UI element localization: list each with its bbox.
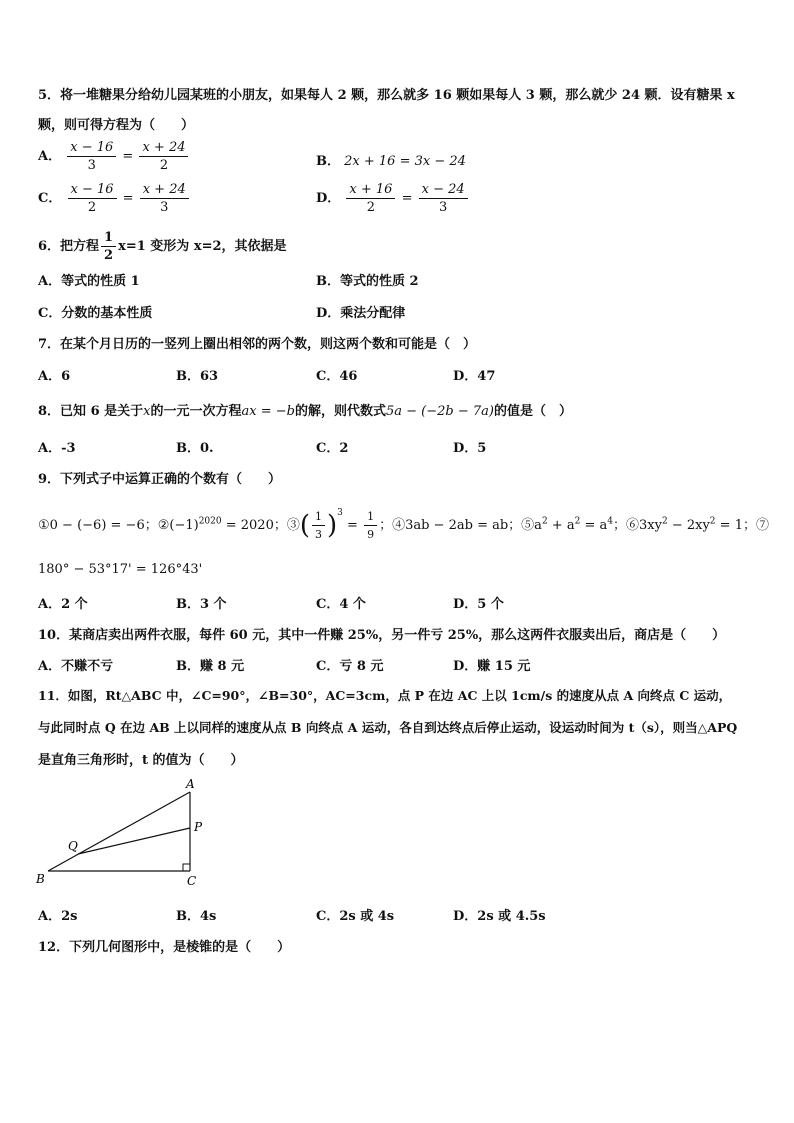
q6-option-d: D．乘法分配律 xyxy=(316,306,406,321)
q8-option-a: A．-3 xyxy=(38,441,76,456)
q11-option-d: D．2s 或 4.5s xyxy=(453,909,546,924)
segment-qp xyxy=(78,828,190,854)
q6-option-a: A．等式的性质 1 xyxy=(38,274,140,289)
q7-option-d: D．47 xyxy=(453,369,496,384)
q5-option-d: D． $\frac{x + 16}{2}$ = $\frac{x - 24}{3}$ xyxy=(316,182,470,215)
q10-stem: 10．某商店卖出两件衣服，每件 60 元，其中一件赚 25%，另一件亏 25%，那么这两件衣服卖出后，商店是（ ） xyxy=(38,628,726,643)
q5-stem-line2: 颗，则可得方程为（ ） xyxy=(38,118,195,133)
q10-option-a: A．不赚不亏 xyxy=(38,659,114,674)
q11-triangle-figure xyxy=(32,776,212,888)
q5-option-b: B． 2x + 16 = 3x − 24 xyxy=(316,154,466,169)
q8-stem: 8．已知 6 是关于x的一元一次方程ax = −b的解，则代数式5a − (−2b − 7a)的值是（ ） xyxy=(38,404,573,419)
q5-stem-line1: 5．将一堆糖果分给幼儿园某班的小朋友，如果每人 2 颗，那么就多 16 颗如果每人 3 颗，那么就少 24 颗．设有糖果 x xyxy=(38,88,735,103)
q8-option-c: C．2 xyxy=(316,441,349,456)
q9-option-d: D．5 个 xyxy=(453,597,504,612)
label-p: P xyxy=(194,820,203,834)
label-a: A xyxy=(186,777,195,791)
q7-option-a: A．6 xyxy=(38,369,71,384)
label-q: Q xyxy=(68,839,78,853)
q6-option-c: C．分数的基本性质 xyxy=(38,306,153,321)
q11-option-b: B．4s xyxy=(176,909,217,924)
q5-option-c: C． $\frac{x - 16}{2}$ = $\frac{x + 24}{3}$ xyxy=(38,182,191,215)
q5-option-a: A． $\frac{x - 16}{3}$ = $\frac{x + 24}{2}$ xyxy=(38,140,190,173)
q11-stem-line2: 与此同时点 Q 在边 AB 上以同样的速度从点 B 向终点 A 运动，各自到达终点后停止运动，设运动时间为 t（s），则当△APQ xyxy=(38,720,738,735)
q9-stem: 9．下列式子中运算正确的个数有（ ） xyxy=(38,472,282,487)
q9-option-c: C．4 个 xyxy=(316,597,366,612)
q8-option-b: B．0. xyxy=(176,441,214,456)
right-angle-mark xyxy=(183,864,190,871)
q6-option-b: B．等式的性质 2 xyxy=(316,274,419,289)
label-c: C xyxy=(187,874,197,888)
q7-option-b: B．63 xyxy=(176,369,219,384)
q11-option-c: C．2s 或 4s xyxy=(316,909,395,924)
side-ba xyxy=(48,792,190,871)
q12-stem: 12．下列几何图形中，是棱锥的是（ ） xyxy=(38,940,291,955)
q9-items: ①0 − (−6) = −6；$②(-1)^{2020} = 2020$；③( $\frac{1}{3}$ )$^3$ = $\frac{1}{9}$ ；④3ab − 2ab = ab；$⑤a^2 + a^2 = a^4$；$⑥3xy^2 - 2xy^2 = 1$；⑦ xyxy=(38,508,769,541)
q10-option-d: D．赚 15 元 xyxy=(453,659,531,674)
q9-option-a: A．2 个 xyxy=(38,597,88,612)
q9-option-b: B．3 个 xyxy=(176,597,227,612)
q10-option-b: B．赚 8 元 xyxy=(176,659,245,674)
q11-option-a: A．2s xyxy=(38,909,78,924)
q7-option-c: C．46 xyxy=(316,369,358,384)
label-b: B xyxy=(36,872,45,886)
q10-option-c: C．亏 8 元 xyxy=(316,659,384,674)
q6-stem: 6．把方程 $\frac{1}{2}$ x=1 变形为 x=2，其依据是 xyxy=(38,230,287,263)
q11-stem-line1: 11．如图，Rt△ABC 中，∠C=90°，∠B=30°，AC=3cm，点 P 在边 AC 上以 1cm/s 的速度从点 A 向终点 C 运动， xyxy=(38,688,732,703)
q8-option-d: D．5 xyxy=(453,441,487,456)
q7-stem: 7．在某个月日历的一竖列上圈出相邻的两个数，则这两个数和可能是（ ） xyxy=(38,337,477,352)
q11-stem-line3: 是直角三角形时，t 的值为（ ） xyxy=(38,753,244,768)
q9-item7: 180° − 53°17' = 126°43' xyxy=(38,562,203,577)
